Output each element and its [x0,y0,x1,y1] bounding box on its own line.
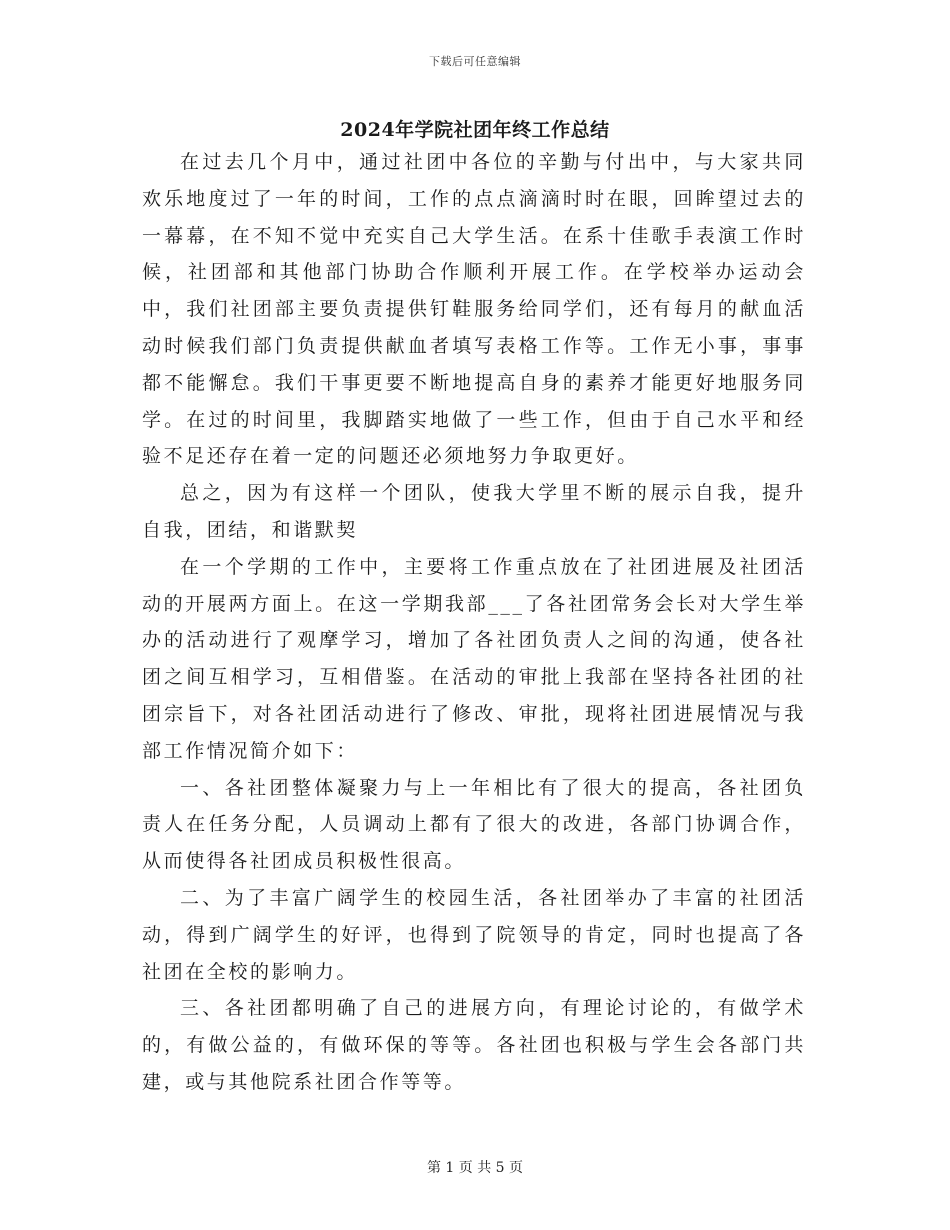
paragraph: 在一个学期的工作中，主要将工作重点放在了社团进展及社团活动的开展两方面上。在这一学期我部___了各社团常务会长对大学生举办的活动进行了观摩学习，增加了各社团负责人之间的沟通，使各社团之间互相学习，互相借鉴。在活动的审批上我部在坚持各社团的社团宗旨下，对各社团活动进行了修改、审批，现将社团进展情况与我部工作情况简介如下： [142,555,806,762]
paragraph: 二、为了丰富广阔学生的校园生活，各社团举办了丰富的社团活动，得到广阔学生的好评，也得到了院领导的肯定，同时也提高了各社团在全校的影响力。 [142,886,806,983]
paragraph: 在过去几个月中，通过社团中各位的辛勤与付出中，与大家共同欢乐地度过了一年的时间，工作的点点滴滴时时在眼，回眸望过去的一幕幕，在不知不觉中充实自己大学生活。在系十佳歌手表演工作时候，社团部和其他部门协助合作顺利开展工作。在学校举办运动会中，我们社团部主要负责提供钉鞋服务给同学们，还有每月的献血活动时候我们部门负责提供献血者填写表格工作等。工作无小事，事事都不能懈怠。我们干事更要不断地提高自身的素养才能更好地服务同学。在过的时间里，我脚踏实地做了一些工作，但由于自己水平和经验不足还存在着一定的问题还必须地努力争取更好。 [142,151,806,468]
document-body [142,144,806,1101]
page-header-note: 下载后可任意编辑 [429,55,521,68]
paragraph: 三、各社团都明确了自己的进展方向，有理论讨论的，有做学术的，有做公益的，有做环保的等等。各社团也积极与学生会各部门共建，或与其他院系社团合作等等。 [142,997,806,1093]
page-number-indicator: 第 1 页 共 5 页 [426,1160,524,1176]
paragraph: 一、各社团整体凝聚力与上一年相比有了很大的提高，各社团负责人在任务分配，人员调动上都有了很大的改进，各部门协调合作，从而使得各社团成员积极性很高。 [142,776,806,873]
paragraph: 总之，因为有这样一个团队，使我大学里不断的展示自我，提升自我，团结，和谐默契 [142,482,806,541]
document-title: 2024年学院社团年终工作总结 [340,119,610,141]
